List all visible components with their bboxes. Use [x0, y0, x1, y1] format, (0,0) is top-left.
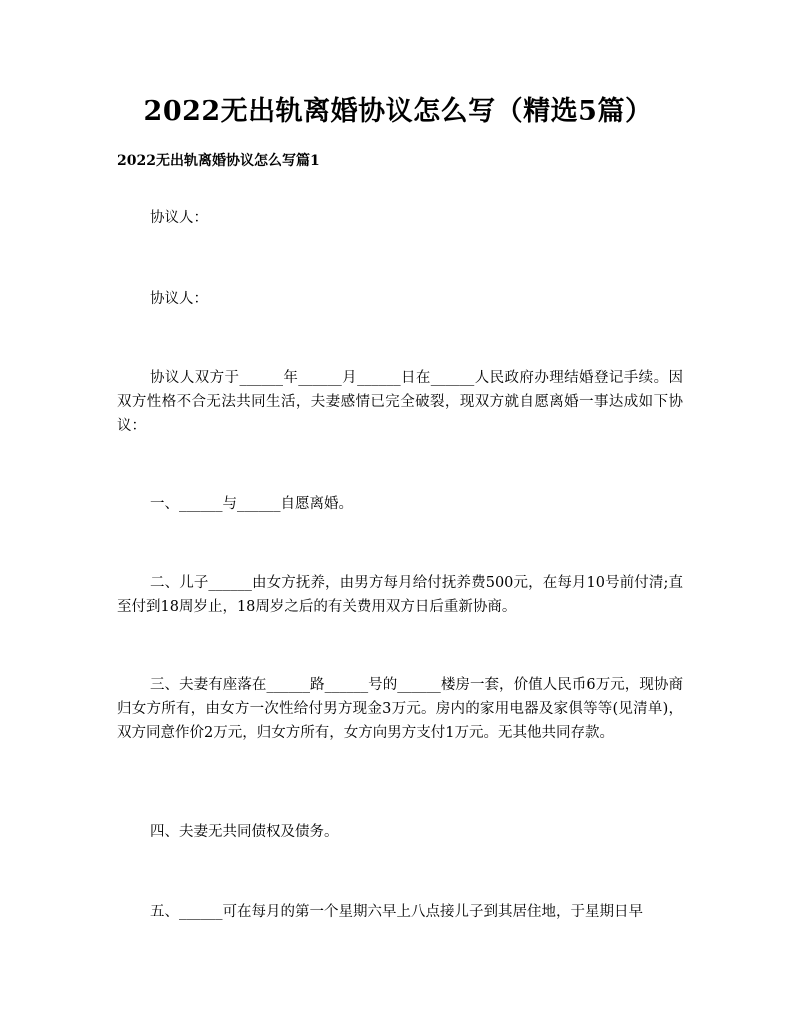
paragraph-intro: 协议人双方于______年______月______日在______人民政府办理结婚登记手续。因双方性格不合无法共同生活，夫妻感情已完全破裂，现双方就自愿离婚一事达成如下协议： [117, 370, 683, 434]
document-title: 2022无出轨离婚协议怎么写（精选5篇） [143, 96, 653, 127]
paragraph-clause-4: 四、夫妻无共同债权及债务。 [150, 824, 339, 840]
paragraph-clause-5: 五、______可在每月的第一个星期六早上八点接儿子到其居住地，于星期日早 [150, 904, 643, 920]
paragraph-clause-2: 二、儿子______由女方抚养，由男方每月给付抚养费500元，在每月10号前付清;直至付到18周岁止，18周岁之后的有关费用双方日后重新协商。 [117, 575, 683, 615]
paragraph-party-1: 协议人： [150, 210, 208, 226]
paragraph-clause-3: 三、夫妻有座落在______路______号的______楼房一套，价值人民币6万元，现协商归女方所有，由女方一次性给付男方现金3万元。房内的家用电器及家俱等等(见清单)，双方同意作价2万元，归女方所有，女方向男方支付1万元。无其他共同存款。 [117, 677, 683, 741]
section-heading: 2022无出轨离婚协议怎么写篇1 [117, 153, 320, 169]
paragraph-party-2: 协议人： [150, 291, 208, 307]
paragraph-clause-1: 一、______与______自愿离婚。 [150, 496, 353, 512]
